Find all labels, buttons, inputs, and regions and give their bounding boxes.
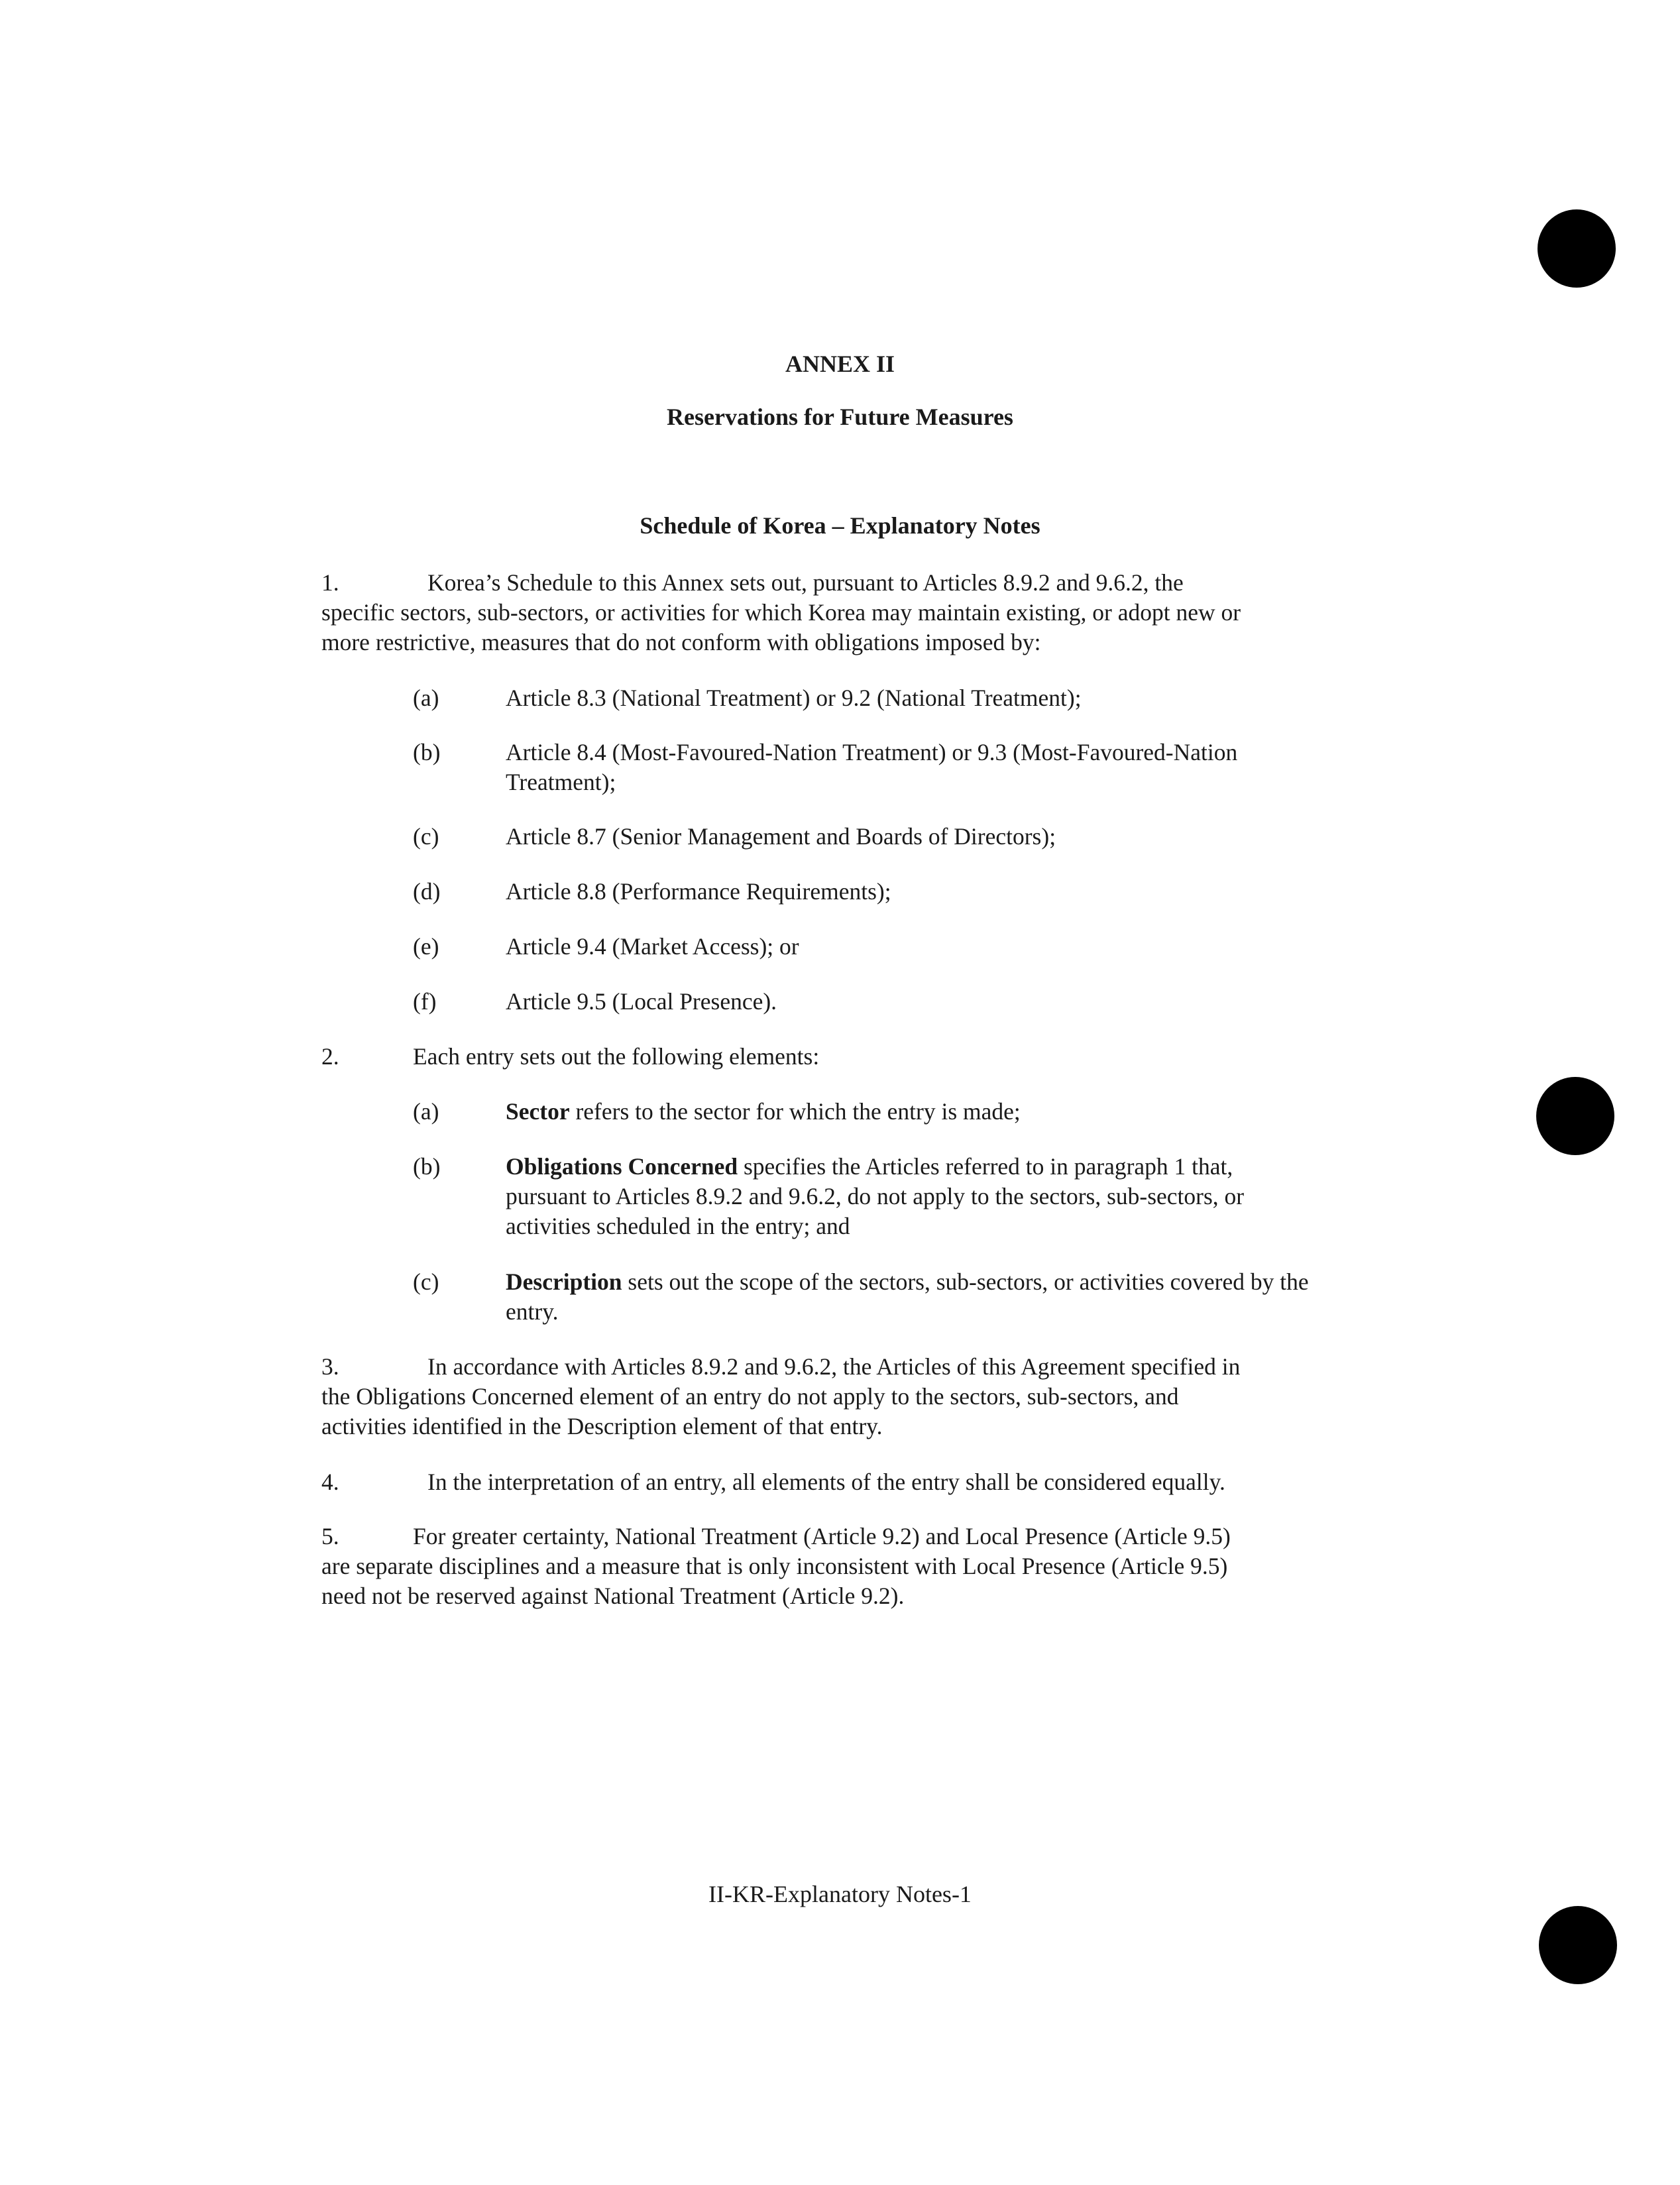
item-label: (c) <box>413 1268 439 1295</box>
paragraph-5 <box>321 1522 1329 1611</box>
paragraph-4 <box>321 1467 1329 1497</box>
punch-hole-top <box>1538 209 1616 288</box>
schedule-title: Schedule of Korea – Explanatory Notes <box>640 512 1040 539</box>
paragraph-1 <box>321 568 1329 657</box>
paragraph-1-line-3: more restrictive, measures that do not conform with obligations imposed by: <box>321 629 1041 655</box>
paragraph-5-line-2: are separate disciplines and a measure that is only inconsistent with Local Presence (Article 9.5) <box>321 1553 1228 1579</box>
item-text: Article 8.4 (Most-Favoured-Nation Treatment) or 9.3 (Most-Favoured-Nation Treatment); <box>506 739 1238 795</box>
item-text: Article 8.7 (Senior Management and Boards of Directors); <box>506 823 1056 850</box>
item-text: Article 9.5 (Local Presence). <box>506 988 777 1015</box>
paragraph-5-line-1: For greater certainty, National Treatment (Article 9.2) and Local Presence (Article 9.5) <box>413 1523 1231 1549</box>
defined-term: Sector <box>506 1098 570 1125</box>
annex-subtitle: Reservations for Future Measures <box>667 404 1013 430</box>
paragraph-2-text: Each entry sets out the following elements: <box>413 1043 820 1070</box>
defined-term: Obligations Concerned <box>506 1153 738 1180</box>
punch-hole-middle <box>1536 1077 1614 1155</box>
paragraph-4-text: In the interpretation of an entry, all elements of the entry shall be considered equally. <box>427 1469 1225 1495</box>
item-text: Description sets out the scope of the sectors, sub-sectors, or activities covered by the entry. <box>506 1268 1309 1325</box>
item-label: (b) <box>413 739 441 765</box>
paragraph-1-line-2: specific sectors, sub-sectors, or activities for which Korea may maintain existing, or adopt new or <box>321 599 1241 626</box>
item-text: Article 8.3 (National Treatment) or 9.2 (National Treatment); <box>506 685 1082 711</box>
item-label: (a) <box>413 1098 439 1125</box>
annex-title: ANNEX II <box>785 351 895 377</box>
paragraph-5-line-3: need not be reserved against National Treatment (Article 9.2). <box>321 1583 905 1609</box>
paragraph-3-line-3: activities identified in the Description element of that entry. <box>321 1413 883 1439</box>
page-footer: II-KR-Explanatory Notes-1 <box>708 1881 972 1907</box>
paragraph-number: 3. <box>321 1353 339 1380</box>
item-text: Obligations Concerned specifies the Articles referred to in paragraph 1 that, pursuant to Articles 8.9.2 and 9.6.2, do not apply to the sectors, sub-sectors, or activities scheduled in the entry; and <box>506 1153 1245 1239</box>
punch-hole-bottom <box>1539 1906 1617 1984</box>
defined-term: Description <box>506 1268 622 1295</box>
paragraph-3 <box>321 1352 1329 1441</box>
paragraph-3-line-1: In accordance with Articles 8.9.2 and 9.6.2, the Articles of this Agreement specified in <box>427 1353 1241 1380</box>
paragraph-number: 1. <box>321 569 339 596</box>
item-text: Article 9.4 (Market Access); or <box>506 933 799 960</box>
item-label: (a) <box>413 685 439 711</box>
paragraph-number: 4. <box>321 1469 339 1495</box>
item-text: Article 8.8 (Performance Requirements); <box>506 878 891 905</box>
paragraph-1-line-1: Korea’s Schedule to this Annex sets out, pursuant to Articles 8.9.2 and 9.6.2, the <box>427 569 1184 596</box>
item-label: (f) <box>413 988 437 1015</box>
paragraph-2-number: 2. <box>321 1043 339 1070</box>
item-label: (e) <box>413 933 439 960</box>
item-label: (c) <box>413 823 439 850</box>
item-label: (d) <box>413 878 441 905</box>
item-text: Sector refers to the sector for which the entry is made; <box>506 1098 1021 1125</box>
paragraph-number: 5. <box>321 1523 339 1549</box>
paragraph-3-line-2: the Obligations Concerned element of an entry do not apply to the sectors, sub-sectors, and <box>321 1383 1179 1410</box>
item-label: (b) <box>413 1153 441 1180</box>
